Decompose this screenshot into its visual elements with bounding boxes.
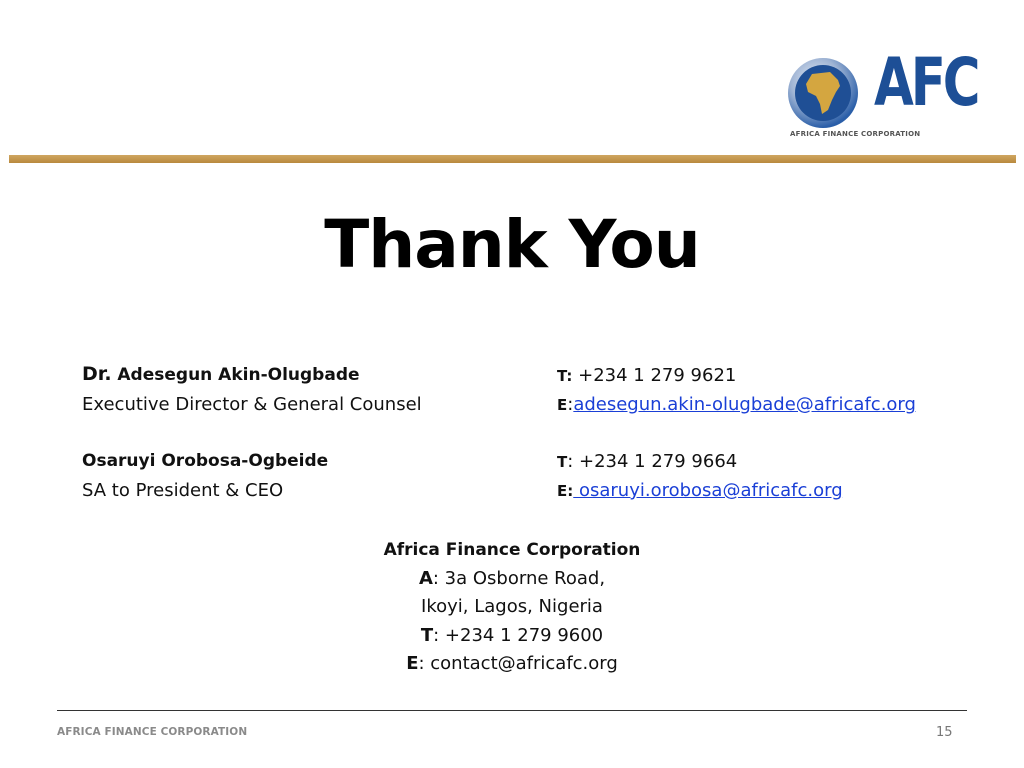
address-line-1: : 3a Osborne Road, <box>432 567 606 589</box>
organization-phone-line <box>300 622 724 651</box>
page-number: 15 <box>936 725 953 740</box>
globe-africa-icon <box>786 56 860 130</box>
logo-letters: AFC <box>874 44 978 121</box>
contact-2-phone-line <box>557 451 737 472</box>
contact-1-email-label: E <box>557 396 568 414</box>
organization-address-line-1 <box>300 565 724 594</box>
contact-2-email-link[interactable]: osaruyi.orobosa@africafc.org <box>573 480 843 501</box>
contact-1-phone-line <box>557 365 736 386</box>
org-phone-label: T <box>420 624 434 646</box>
contact-1-phone: +234 1 279 9621 <box>572 365 737 386</box>
contact-1-phone-label: T: <box>557 367 573 385</box>
contact-2-email-label: E: <box>557 482 574 500</box>
contact-1-name: Adesegun Akin-Olugbade <box>117 365 360 385</box>
organization-contact-block <box>300 536 724 679</box>
contact-2-phone-label: T <box>557 453 568 471</box>
header-divider <box>9 155 1016 163</box>
contact-1-role: Executive Director & General Counsel <box>82 394 422 415</box>
organization-email-line <box>300 650 724 679</box>
contact-2-role: SA to President & CEO <box>82 480 284 501</box>
contact-2-email-line <box>557 480 843 501</box>
contact-1-email-link[interactable]: adesegun.akin-olugbade@africafc.org <box>573 394 916 415</box>
slide-title: Thank You <box>324 206 700 283</box>
footer-org-name: AFRICA FINANCE CORPORATION <box>57 726 248 738</box>
org-email-label: E <box>406 653 419 675</box>
org-phone: : +234 1 279 9600 <box>433 624 604 646</box>
logo-subtitle: AFRICA FINANCE CORPORATION <box>790 130 921 138</box>
organization-name: Africa Finance Corporation <box>383 540 641 560</box>
address-label: A <box>418 567 433 589</box>
contact-2-phone: : +234 1 279 9664 <box>567 451 738 472</box>
organization-address-line-2: Ikoyi, Lagos, Nigeria <box>421 596 603 618</box>
contact-1-email-line <box>557 394 916 415</box>
footer-divider <box>57 710 967 711</box>
contact-1-name-line <box>82 363 360 385</box>
contact-1-prefix: Dr. <box>82 363 112 385</box>
contact-2-name: Osaruyi Orobosa-Ogbeide <box>82 451 329 471</box>
contact-1-email-sep: : <box>567 394 574 415</box>
afc-logo <box>786 44 978 144</box>
org-email: : contact@africafc.org <box>418 653 618 675</box>
